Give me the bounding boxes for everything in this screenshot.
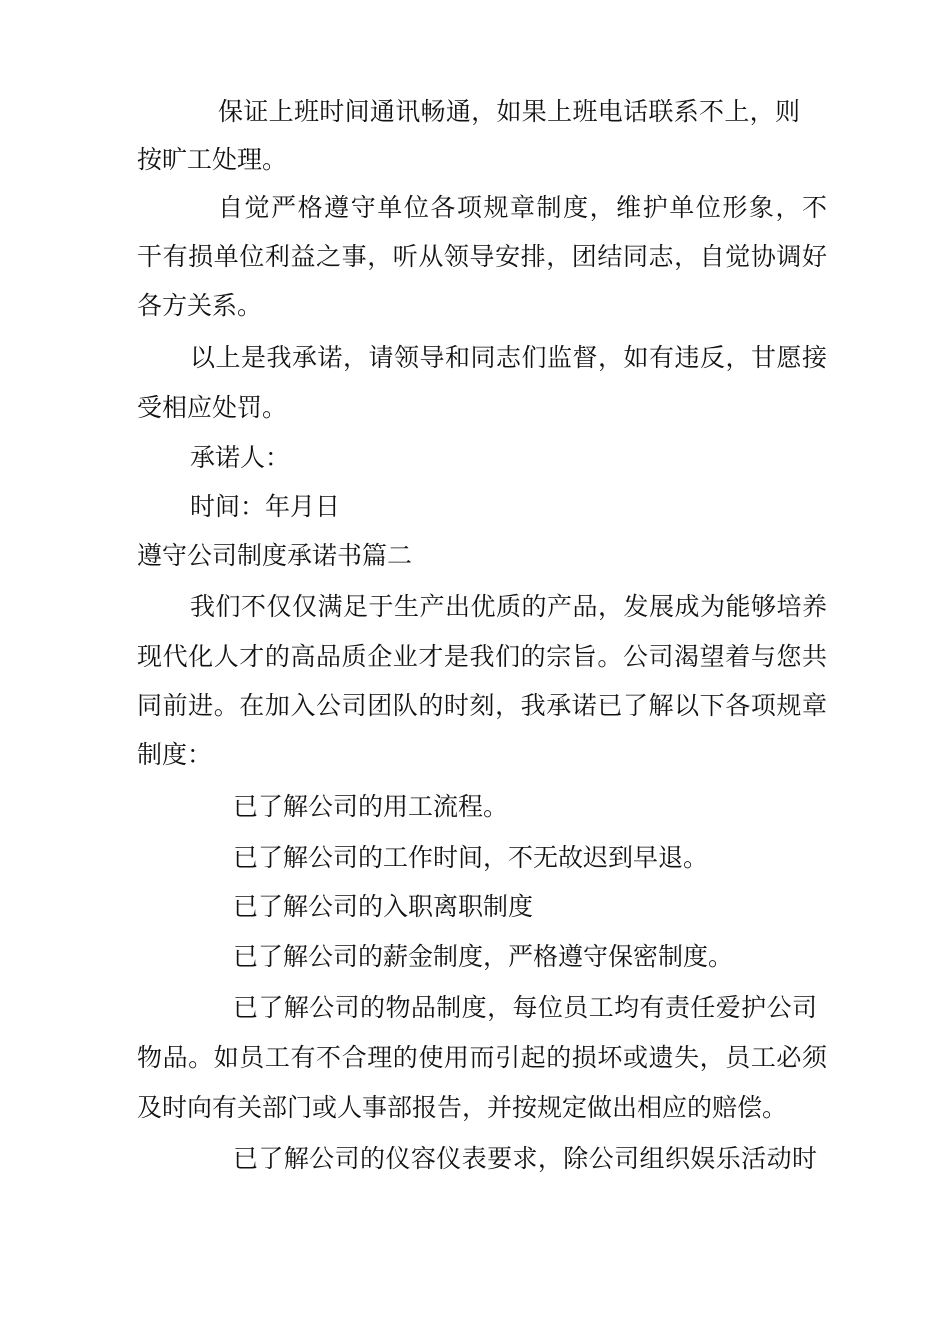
paragraph-line: 已了解公司的物品制度，每位员工均有责任爱护公司 xyxy=(233,993,817,1022)
paragraph-line: 以上是我承诺，请领导和同志们监督，如有违反，甘愿接 xyxy=(190,343,827,372)
list-item: 已了解公司的用工流程。 xyxy=(233,792,509,821)
paragraph-line: 保证上班时间通讯畅通，如果上班电话联系不上，则 xyxy=(218,97,800,126)
paragraph-line: 物品。如员工有不合理的使用而引起的损坏或遗失，员工必须 xyxy=(137,1043,827,1072)
paragraph-line: 及时向有关部门或人事部报告，并按规定做出相应的赔偿。 xyxy=(137,1093,788,1122)
paragraph-line: 自觉严格遵守单位各项规章制度，维护单位形象，不 xyxy=(218,193,827,222)
paragraph-line: 受相应处罚。 xyxy=(137,393,288,422)
paragraph-line: 干有损单位利益之事，听从领导安排，团结同志，自觉协调好 xyxy=(137,242,827,271)
list-item: 已了解公司的工作时间，不无故迟到早退。 xyxy=(233,843,709,872)
section-title: 遵守公司制度承诺书篇二 xyxy=(137,541,413,570)
paragraph-line: 制度： xyxy=(137,740,213,769)
signatory-label: 承诺人： xyxy=(190,443,291,472)
paragraph-line: 各方关系。 xyxy=(137,291,263,320)
paragraph-line: 已了解公司的仪容仪表要求，除公司组织娱乐活动时 xyxy=(233,1144,817,1173)
paragraph-line: 现代化人才的高品质企业才是我们的宗旨。公司渴望着与您共 xyxy=(137,642,827,671)
list-item: 已了解公司的入职离职制度 xyxy=(233,892,534,921)
paragraph-line: 按旷工处理。 xyxy=(137,145,288,174)
paragraph-line: 我们不仅仅满足于生产出优质的产品，发展成为能够培养 xyxy=(190,592,827,621)
date-label: 时间：年月日 xyxy=(190,492,341,521)
paragraph-line: 同前进。在加入公司团队的时刻，我承诺已了解以下各项规章 xyxy=(137,691,827,720)
list-item: 已了解公司的薪金制度，严格遵守保密制度。 xyxy=(233,942,734,971)
